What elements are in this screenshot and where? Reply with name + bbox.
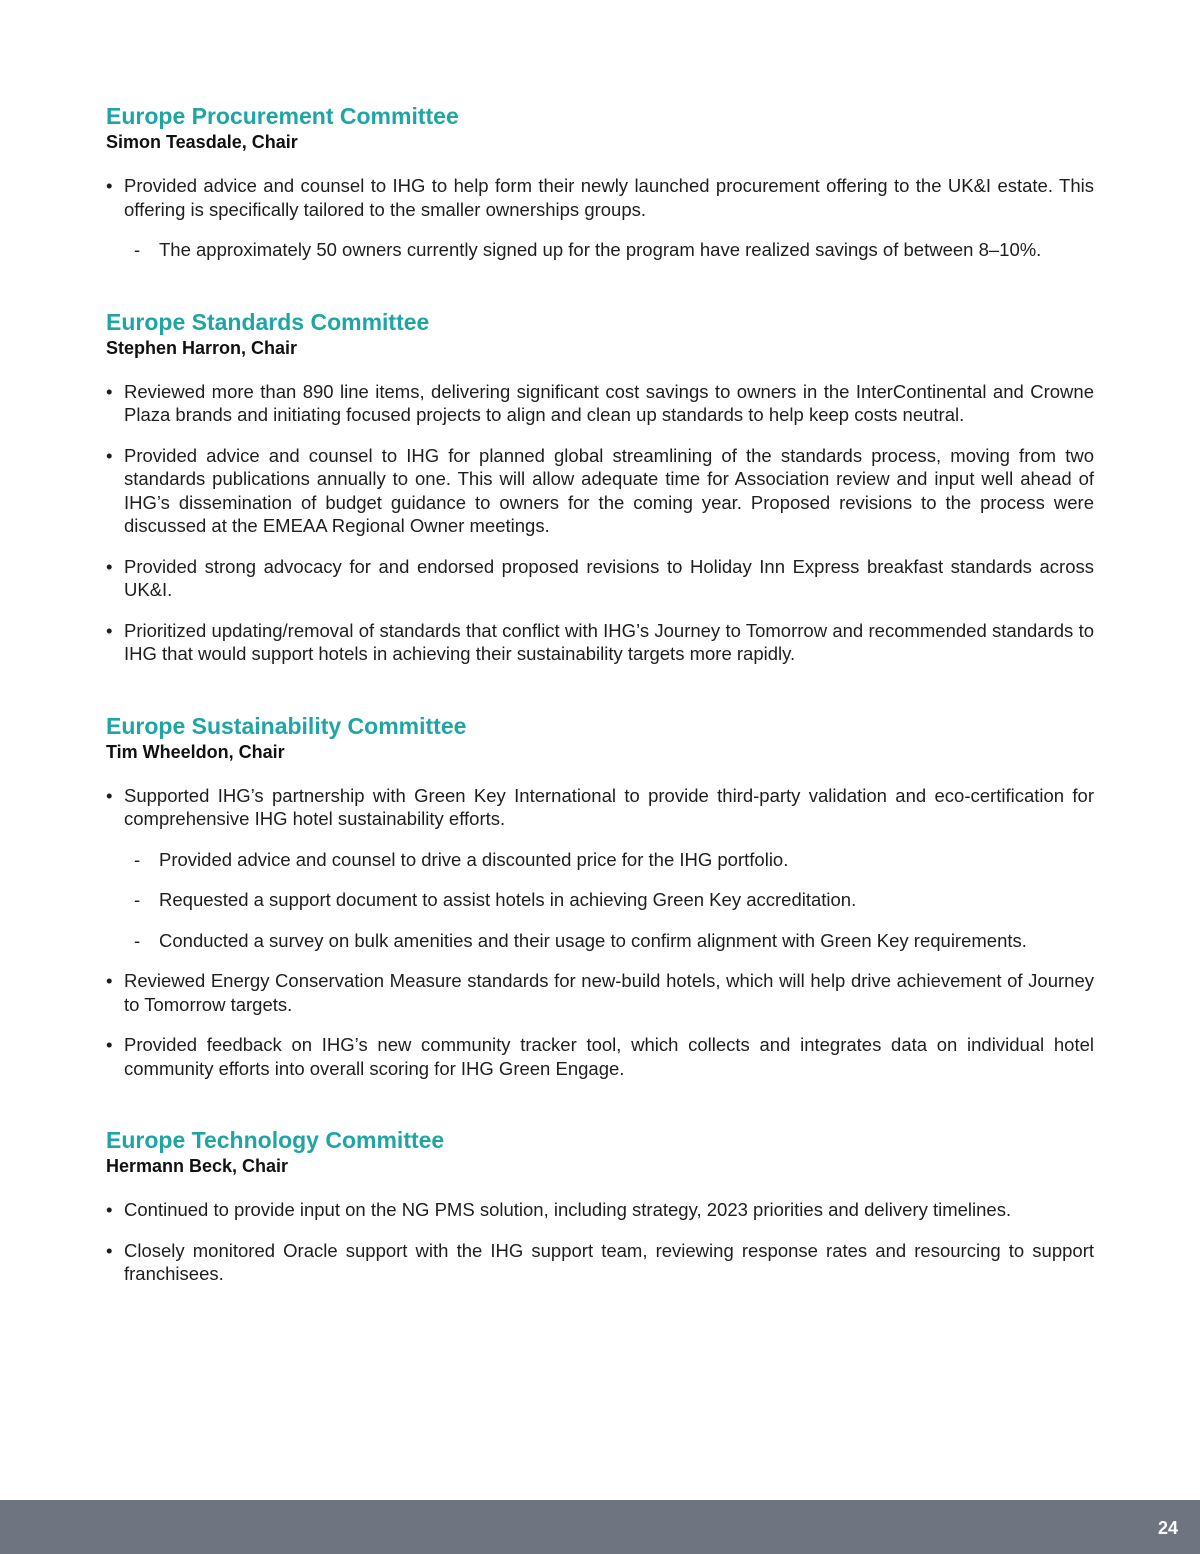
bullet-item: • Provided strong advocacy for and endorsed proposed revisions to Holiday Inn Express breakfast standards across UK&I. [106,555,1094,602]
section-title: Europe Technology Committee [106,1127,445,1153]
standards-committee-section [106,308,1094,666]
bullet-item: • Provided advice and counsel to IHG to help form their newly launched procurement offering to the UK&I estate. This offering is specifically tailored to the smaller ownerships groups. [106,174,1094,221]
section-chair: Stephen Harron, Chair [106,337,298,358]
bullet-item: • Reviewed Energy Conservation Measure standards for new-build hotels, which will help drive achievement of Journey to Tomorrow targets. [106,969,1094,1016]
document-body [106,102,1094,1332]
bullet-item: • Continued to provide input on the NG PMS solution, including strategy, 2023 priorities and delivery timelines. [106,1198,1094,1222]
bullet-item: • Provided feedback on IHG’s new community tracker tool, which collects and integrates data on individual hotel community efforts into overall scoring for IHG Green Engage. [106,1033,1094,1080]
bullet-item: • Reviewed more than 890 line items, delivering significant cost savings to owners in the InterContinental and Crowne Plaza brands and initiating focused projects to align and clean up standards to help keep costs neutral. [106,380,1094,427]
section-title: Europe Standards Committee [106,308,430,335]
sub-bullet-item: - The approximately 50 owners currently signed up for the program have realized savings of between 8–10%. [159,238,1094,262]
section-chair: Tim Wheeldon, Chair [106,741,285,762]
sustainability-committee-section [106,712,1094,1081]
section-title: Europe Sustainability Committee [106,712,467,739]
bullet-item: • Supported IHG’s partnership with Green Key International to provide third-party validation and eco-certification for comprehensive IHG hotel sustainability efforts. [106,784,1094,831]
section-chair: Hermann Beck, Chair [106,1156,289,1176]
sub-bullet-item: - Conducted a survey on bulk amenities and their usage to confirm alignment with Green Key requirements. [159,929,1094,953]
section-title: Europe Procurement Committee [106,103,459,129]
procurement-committee-section [106,102,1094,262]
technology-committee-section [106,1126,1094,1286]
sub-bullet-item: - Provided advice and counsel to drive a discounted price for the IHG portfolio. [159,848,1094,872]
section-chair: Simon Teasdale, Chair [106,132,298,152]
page-number: 24 [1157,1518,1178,1538]
bullet-item: • Provided advice and counsel to IHG for planned global streamlining of the standards process, moving from two standards publications annually to one. This will allow adequate time for Association review and input well ahead of IHG’s dissemination of budget guidance to owners for the coming year. Proposed revisions to the process were discussed at the EMEAA Regional Owner meetings. [106,444,1094,538]
bullet-item: • Prioritized updating/removal of standards that conflict with IHG’s Journey to Tomorrow and recommended standards to IHG that would support hotels in achieving their sustainability targets more rapidly. [106,619,1094,666]
bullet-item: • Closely monitored Oracle support with the IHG support team, reviewing response rates and resourcing to support franchisees. [106,1239,1094,1286]
page-footer-bar [0,1500,1200,1554]
sub-bullet-item: - Requested a support document to assist hotels in achieving Green Key accreditation. [159,888,1094,912]
